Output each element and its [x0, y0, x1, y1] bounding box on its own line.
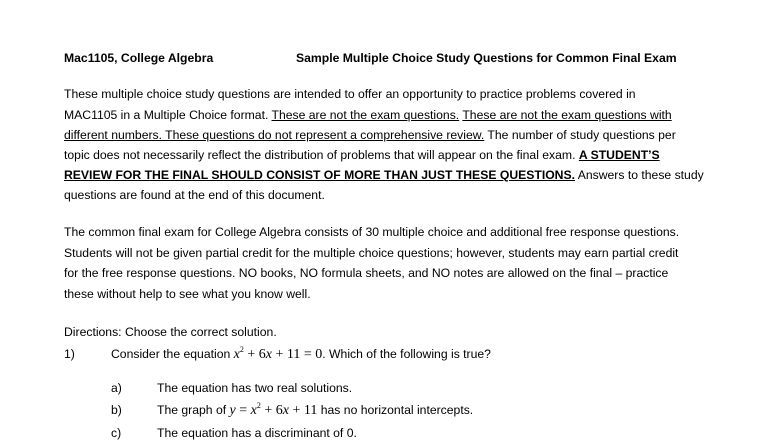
- course-title: Mac1105, College Algebra: [64, 51, 214, 65]
- option-b-text-after: has no horizontal intercepts.: [320, 403, 474, 417]
- eq-var-x: x: [233, 347, 240, 362]
- underlined-note-2: These are not the exam questions with: [462, 108, 672, 122]
- warning-text-1: A STUDENT’S: [578, 148, 660, 162]
- exam-info-line-3: for the free response questions. NO books, NO formula sheets, and NO notes are allowed on the final – practice: [64, 266, 669, 280]
- intro-line-2: [64, 107, 672, 123]
- eq-var-x-2: x: [265, 347, 272, 362]
- option-a-text: The equation has two real solutions.: [157, 381, 353, 395]
- exam-info-line-4: these without help to see what you know well.: [64, 287, 311, 301]
- intro-line-6: questions are found at the end of this document.: [64, 188, 325, 202]
- question-1-number: 1): [64, 347, 75, 361]
- eq-term: + 6: [243, 347, 266, 362]
- option-b-eq-term: + 6: [260, 403, 283, 418]
- option-b-eq-exponent: 2: [256, 401, 261, 410]
- intro-line-4: [64, 147, 660, 163]
- underlined-note-1: These are not the exam questions.: [271, 108, 460, 122]
- intro-line-4-text: topic does not necessarily reflect the distribution of problems that will appear on the final exam.: [64, 148, 579, 162]
- option-b-text: [157, 402, 473, 419]
- option-b-eq-x: x: [250, 403, 257, 418]
- option-b-equation: [230, 403, 318, 418]
- eq-exponent: 2: [239, 345, 244, 354]
- eq-tail: + 11 = 0: [272, 347, 323, 362]
- directions: Directions: Choose the correct solution.: [64, 325, 277, 339]
- question-1-equation: [234, 347, 323, 362]
- exam-info-line-2: Students will not be given partial credit for the multiple choice questions; however, students may earn partial credit: [64, 246, 679, 260]
- exam-info-line-1: The common final exam for College Algebra consists of 30 multiple choice and additional free response questions.: [64, 225, 680, 239]
- question-1-prompt: [111, 346, 491, 363]
- question-1-prompt-after: . Which of the following is true?: [322, 347, 491, 361]
- option-c-text: The equation has a discriminant of 0.: [157, 426, 357, 440]
- option-b-eq-tail: + 11: [288, 403, 318, 418]
- option-a-letter: a): [111, 381, 122, 395]
- intro-line-5-text: Answers to these study: [575, 168, 704, 182]
- intro-line-2-text: MAC1105 in a Multiple Choice format.: [64, 108, 272, 122]
- intro-line-3-text: The number of study questions per: [484, 128, 676, 142]
- question-1-prompt-before: Consider the equation: [111, 347, 231, 361]
- underlined-note-3: different numbers. These questions do not represent a comprehensive review.: [64, 128, 485, 142]
- intro-line-1: These multiple choice study questions are intended to offer an opportunity to practice problems covered in: [64, 87, 636, 101]
- option-b-eq-y: y: [229, 403, 236, 418]
- option-b-letter: b): [111, 403, 122, 417]
- option-b-eq-equals: =: [235, 403, 251, 418]
- option-b-text-before: The graph of: [157, 403, 227, 417]
- warning-text-2: REVIEW FOR THE FINAL SHOULD CONSIST OF MORE THAN JUST THESE QUESTIONS.: [64, 168, 575, 182]
- option-b-eq-x-2: x: [282, 403, 289, 418]
- document-title: Sample Multiple Choice Study Questions for Common Final Exam: [296, 51, 677, 65]
- intro-line-3: [64, 127, 676, 143]
- option-c-letter: c): [111, 426, 122, 440]
- intro-line-5: [64, 167, 704, 183]
